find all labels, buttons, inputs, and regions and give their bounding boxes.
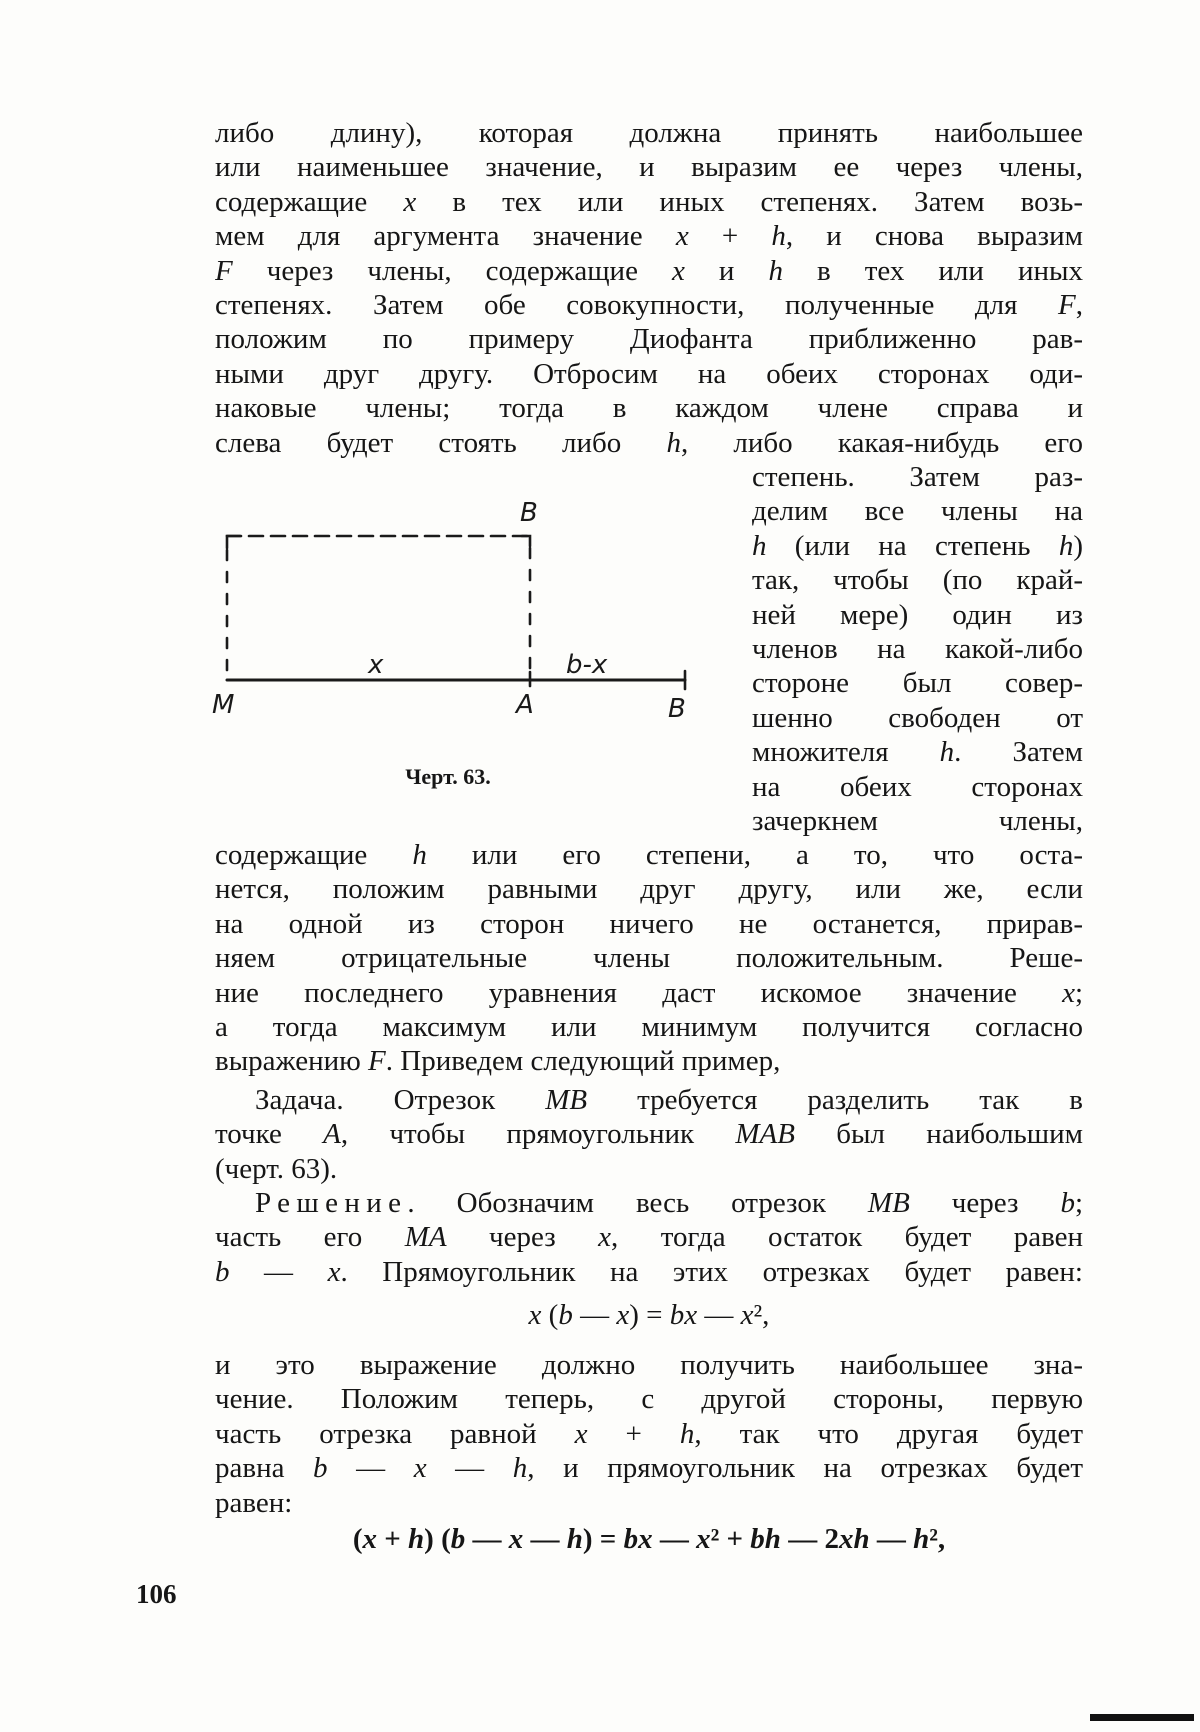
math-variable: x [327, 1255, 341, 1288]
text-segment: — [465, 1523, 509, 1555]
math-variable: MA [404, 1221, 447, 1254]
text-segment: часть его [215, 1221, 405, 1254]
text-segment: ( [541, 1299, 559, 1331]
text-segment: ными друг другу. Отбросим на обеих сторонах оди- [215, 357, 1083, 390]
text-segment: ( [352, 1523, 363, 1555]
text-segment: . Обозначим весь отрезок [407, 1187, 868, 1219]
math-variable: F [368, 1045, 386, 1078]
text-segment: через [446, 1221, 599, 1254]
math-variable: h [913, 1523, 930, 1555]
text-segment: содержащие [215, 185, 404, 218]
math-variable: MB [867, 1187, 910, 1219]
text-segment: слева будет стоять либо [215, 426, 667, 459]
math-variable: xh [838, 1523, 870, 1555]
math-variable: F [1058, 288, 1076, 321]
text-segment: (черт. 63). [215, 1152, 338, 1185]
text-segment: ) = [629, 1299, 670, 1331]
math-variable: h [768, 254, 783, 287]
text-segment: стороне был совер- [752, 667, 1083, 700]
text-segment: равна [215, 1452, 314, 1485]
text-segment: + [376, 1523, 409, 1555]
math-variable: MB [545, 1084, 588, 1116]
figure-caption: Черт. 63. [405, 764, 491, 789]
math-variable: h [408, 1523, 425, 1555]
text-segment: а тогда максимум или минимум получится согласно [215, 1010, 1083, 1043]
math-variable: x [413, 1452, 427, 1485]
math-variable: A [323, 1118, 341, 1151]
text-segment: ², [753, 1299, 770, 1331]
text-segment: , тогда остаток будет равен [611, 1221, 1083, 1254]
text-segment: содержащие [215, 839, 413, 871]
math-variable: x [598, 1221, 612, 1254]
text-segment: степень. Затем раз- [752, 461, 1083, 493]
text-segment: ; [1074, 976, 1083, 1009]
math-variable: x [1062, 976, 1075, 1009]
math-variable: b [1060, 1187, 1075, 1219]
math-variable: h [939, 736, 955, 769]
math-variable: h [771, 220, 786, 253]
figure-label-m: M [212, 690, 235, 720]
text-segment: в тех или иных [782, 254, 1083, 287]
text-segment: положим по примеру Диофанта приближенно рав- [215, 323, 1083, 356]
text-segment: зачеркнем члены, [752, 804, 1083, 837]
text-segment: , так что другая будет [694, 1417, 1083, 1450]
text-segment: — [697, 1299, 741, 1331]
text-segment: множителя [752, 736, 940, 769]
text-segment: нется, положим равными друг другу, или же, если [215, 873, 1083, 906]
math-variable: x [362, 1523, 377, 1555]
text-segment: либо длину), которая должна принять наибольшее [215, 117, 1083, 149]
math-variable: h [412, 839, 427, 871]
text-segment: членов на какой-либо [752, 632, 1083, 665]
text-segment: . Затем [954, 736, 1083, 769]
text-segment: ; [1074, 1187, 1083, 1219]
text-segment: . Приведем следующий пример, [385, 1045, 781, 1078]
math-variable: MAB [735, 1118, 795, 1151]
text-segment: степенях. Затем обе совокупности, полученные для [215, 288, 1059, 321]
math-variable: h [666, 426, 681, 459]
text-segment: требуется разделить так в [587, 1084, 1083, 1116]
math-variable: h [566, 1523, 583, 1555]
text-segment: и это выражение должно получить наибольшее зна- [215, 1349, 1083, 1381]
math-variable: x [616, 1299, 630, 1331]
corner-mark-right [522, 536, 530, 546]
text-segment: — 2 [780, 1523, 839, 1555]
text-segment: ние последнего уравнения даст искомое значение [215, 976, 1063, 1009]
figure-label-b: B [668, 694, 686, 724]
text-segment: — [229, 1255, 328, 1288]
page-number: 106 [136, 1579, 177, 1609]
math-variable: x [574, 1417, 588, 1450]
text-segment: , чтобы прямоугольник [340, 1118, 736, 1151]
figure-label-x: x [368, 650, 384, 680]
text-segment: делим все члены на [752, 495, 1083, 528]
text-segment: через члены, содержащие [232, 254, 672, 287]
text-segment: Задача. Отрезок [255, 1084, 546, 1116]
text-segment: ², [929, 1523, 946, 1555]
text-segment: наковые члены; тогда в каждом члене справа и [215, 392, 1083, 425]
math-variable: x [528, 1299, 542, 1331]
spaced-word: Решение [255, 1187, 408, 1219]
math-variable: b [558, 1299, 573, 1331]
text-segment: был наибольшим [794, 1118, 1083, 1151]
text-segment: ² + [710, 1523, 751, 1555]
text-segment: . Прямоугольник на этих отрезках будет равен: [340, 1255, 1083, 1288]
math-variable: b [215, 1255, 230, 1288]
text-segment: ней мере) один из [752, 598, 1083, 631]
math-variable: h [752, 529, 767, 562]
math-variable: x [671, 254, 685, 287]
figure-label-b-minus-x: b-x [566, 650, 608, 680]
figure-label-top-b: B [520, 498, 538, 528]
text-segment: няем отрицательные члены положительным. Реше- [215, 942, 1083, 975]
text-segment: или наименьшее значение, и выразим ее через члены, [215, 151, 1083, 184]
text-segment: + [688, 220, 772, 253]
math-variable: h [512, 1452, 528, 1485]
math-variable: bh [750, 1523, 781, 1555]
text-segment: шенно свободен от [752, 701, 1083, 734]
text-segment: через [909, 1187, 1061, 1219]
text-segment: — [327, 1452, 414, 1485]
math-variable: b [450, 1523, 466, 1555]
math-variable: bx [669, 1299, 698, 1331]
text-segment: , [1075, 288, 1083, 321]
math-variable: x [508, 1523, 524, 1555]
text-segment: — [652, 1523, 697, 1555]
corner-mark [227, 536, 240, 548]
text-segment: на обеих сторонах [752, 770, 1083, 803]
math-variable: x [403, 185, 417, 218]
text-segment: , и снова выразим [785, 220, 1083, 253]
text-segment: так, чтобы (по край- [752, 564, 1083, 597]
text-segment: (или на степень [766, 529, 1059, 562]
text-segment: — [869, 1523, 914, 1555]
text-segment: точке [215, 1118, 324, 1151]
scan-edge-mark [1090, 1714, 1194, 1721]
text-segment: , и прямоугольник на отрезках будет [527, 1452, 1083, 1485]
text-segment: — [523, 1523, 567, 1555]
text-segment: на одной из сторон ничего не останется, прирав- [215, 907, 1083, 940]
text-segment: , либо какая-нибудь его [680, 426, 1083, 459]
text-segment: чение. Положим теперь, с другой стороны, первую [215, 1383, 1083, 1416]
text-segment: ) [1073, 529, 1083, 562]
text-segment: — [426, 1452, 513, 1485]
math-variable: x [696, 1523, 711, 1555]
text-segment: выражению [215, 1045, 369, 1078]
math-variable: F [215, 254, 233, 287]
text-segment: равен: [215, 1486, 293, 1519]
text-segment: или его степени, а то, что оста- [426, 839, 1083, 871]
text-segment: в тех или иных степенях. Затем возь- [416, 185, 1083, 218]
math-variable: h [1058, 529, 1074, 562]
math-variable: h [679, 1417, 695, 1450]
math-variable: x [740, 1299, 754, 1331]
text-segment: + [587, 1417, 680, 1450]
text-segment: мем для аргумента значение [215, 220, 676, 253]
text-segment: ) = [582, 1523, 624, 1555]
math-variable: b [313, 1452, 328, 1485]
text-segment: часть отрезка равной [215, 1417, 575, 1450]
math-variable: bx [623, 1523, 653, 1555]
figure-label-a: A [516, 690, 534, 720]
math-variable: x [675, 220, 689, 253]
text-segment: и [684, 254, 769, 287]
text-segment: ) ( [424, 1523, 451, 1555]
text-segment: — [572, 1299, 617, 1331]
